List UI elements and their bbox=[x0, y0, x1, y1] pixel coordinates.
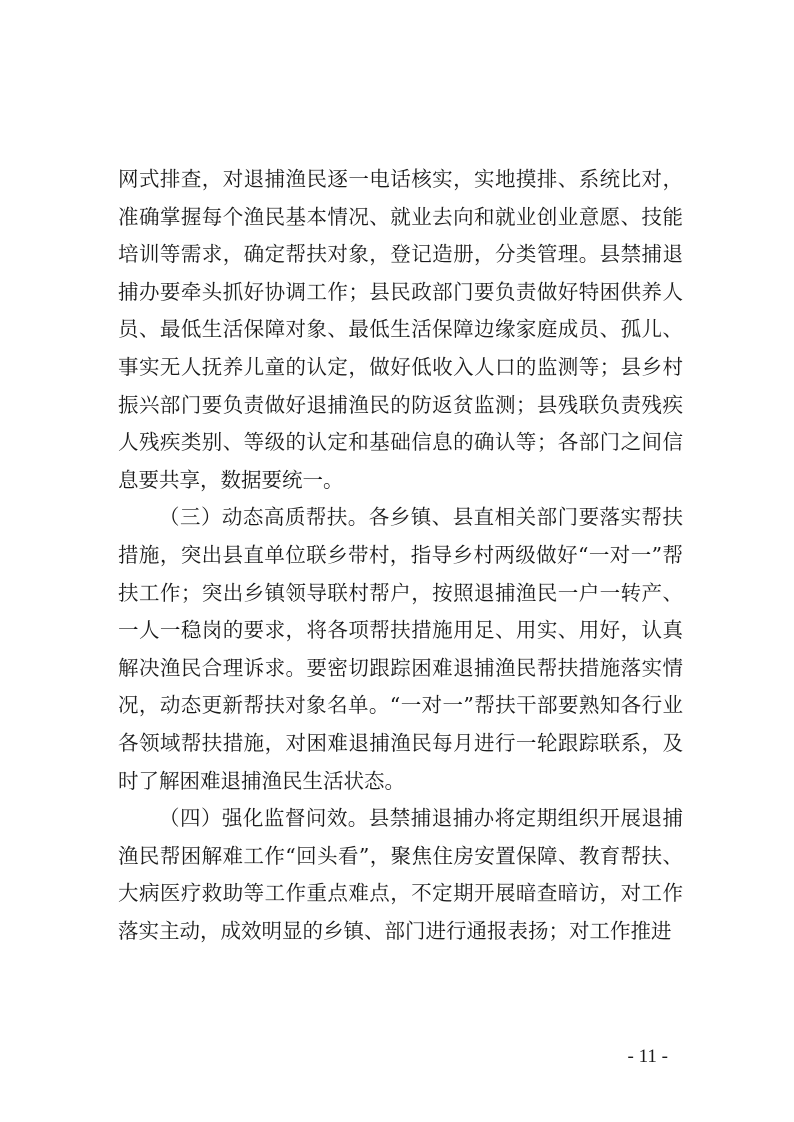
paragraph-section-four: （四）强化监督问效。县禁捕退捕办将定期组织开展退捕渔民帮困解难工作“回头看”，聚焦住房安置保障、教育帮扶、大病医疗救助等工作重点难点，不定期开展暗查暗访，对工作落实主动，成效明显的乡镇、部门进行通报表扬；对工作推进 bbox=[118, 806, 683, 943]
paragraph-continuation: 网式排查，对退捕渔民逐一电话核实，实地摸排、系统比对，准确掌握每个渔民基本情况、就业去向和就业创业意愿、技能培训等需求，确定帮扶对象，登记造册，分类管理。县禁捕退捕办要牵头抓好协调工作；县民政部门要负责做好特困供养人员、最低生活保障对象、最低生活保障边缘家庭成员、孤儿、事实无人抚养儿童的认定，做好低收入人口的监测等；县乡村振兴部门要负责做好退捕渔民的防返贫监测；县残联负责残疾人残疾类别、等级的认定和基础信息的确认等；各部门之间信息要共享，数据要统一。 bbox=[118, 167, 683, 492]
paragraph-section-three: （三）动态高质帮扶。各乡镇、县直相关部门要落实帮扶措施，突出县直单位联乡带村，指导乡村两级做好“一对一”帮扶工作；突出乡镇领导联村帮户，按照退捕渔民一户一转产、一人一稳岗的要求，将各项帮扶措施用足、用实、用好，认真解决渔民合理诉求。要密切跟踪困难退捕渔民帮扶措施落实情况，动态更新帮扶对象名单。“一对一”帮扶干部要熟知各行业各领域帮扶措施，对困难退捕渔民每月进行一轮跟踪联系，及时了解困难退捕渔民生活状态。 bbox=[118, 505, 683, 793]
page-number: - 11 - bbox=[627, 1046, 668, 1067]
body-text bbox=[118, 161, 683, 950]
